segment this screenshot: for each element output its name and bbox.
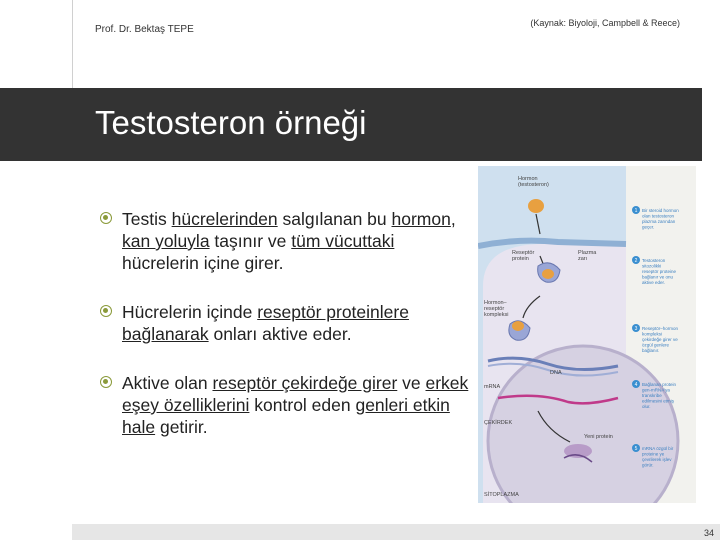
- bullet-circle-icon: [100, 376, 112, 388]
- step-number: 1: [634, 208, 638, 214]
- bound-hormone-icon: [542, 269, 554, 279]
- step-number: 5: [634, 446, 638, 452]
- hormone-label: Hormon (testosteron): [518, 176, 549, 188]
- step-text: Bir steroid hormon olan testosteron plazma zarından geçer.: [642, 208, 679, 230]
- title-bar-edge: [702, 88, 720, 161]
- step-number: 4: [634, 382, 638, 388]
- nucleus-label: ÇEKİRDEK: [484, 420, 513, 426]
- bullet-text: Hücrelerin içinde reseptör proteinlere bağlanarak onları aktive eder.: [122, 302, 409, 344]
- bullet-circle-icon: [100, 212, 112, 224]
- hormone-molecule-icon: [528, 199, 544, 213]
- bullet-text: Testis hücrelerinden salgılanan bu hormon, kan yoluyla taşınır ve tüm vücuttaki hücrelerin içine girer.: [122, 209, 456, 273]
- cytoplasm-label: SİTOPLAZMA: [484, 492, 519, 498]
- bullet-list: [100, 208, 470, 465]
- bullet-text: Aktive olan reseptör çekirdeğe girer ve erkek eşey özelliklerini kontrol eden genleri etkin hale getirir.: [122, 373, 469, 437]
- header-divider: [72, 0, 73, 88]
- receptor-label: Reseptör protein: [512, 250, 535, 262]
- step-text: Testosteron sitozolikki reseptör proteine bağlanır ve onu aktive eder.: [642, 258, 677, 285]
- step-text: Reseptör–hormon kompleksi çekirdeğe girer ve özgül genlere bağlanır.: [642, 326, 679, 353]
- mrna-label: mRNA: [484, 384, 501, 390]
- dna-label: DNA: [550, 370, 562, 376]
- step-number: 2: [634, 258, 638, 264]
- testosterone-mechanism-figure: [478, 166, 696, 503]
- step-text: mRNA özgül bir proteine ye çevrilerek işlev görür.: [642, 446, 674, 468]
- complex-label: Hormon– reseptör kompleksi: [484, 300, 509, 318]
- bullet-item: [100, 301, 470, 345]
- plasma-membrane-label: Plazma zarı: [578, 250, 597, 262]
- bullet-item: [100, 208, 470, 274]
- step-text: Bağlanan protein gen-mRNA'ya transkribe edilmesini etmiş olur.: [642, 382, 677, 409]
- bullet-circle-icon: [100, 305, 112, 317]
- source-citation: (Kaynak: Biyoloji, Campbell & Reece): [530, 18, 680, 28]
- author-name: Prof. Dr. Bektaş TEPE: [95, 24, 194, 35]
- step-number: 3: [634, 326, 638, 332]
- footer-bar: [72, 524, 720, 540]
- bullet-item: [100, 372, 470, 438]
- new-protein-label: Yeni protein: [584, 434, 613, 440]
- slide-title: Testosteron örneği: [95, 104, 367, 141]
- complex-hormone-icon: [512, 321, 524, 331]
- page-number: 34: [703, 528, 714, 538]
